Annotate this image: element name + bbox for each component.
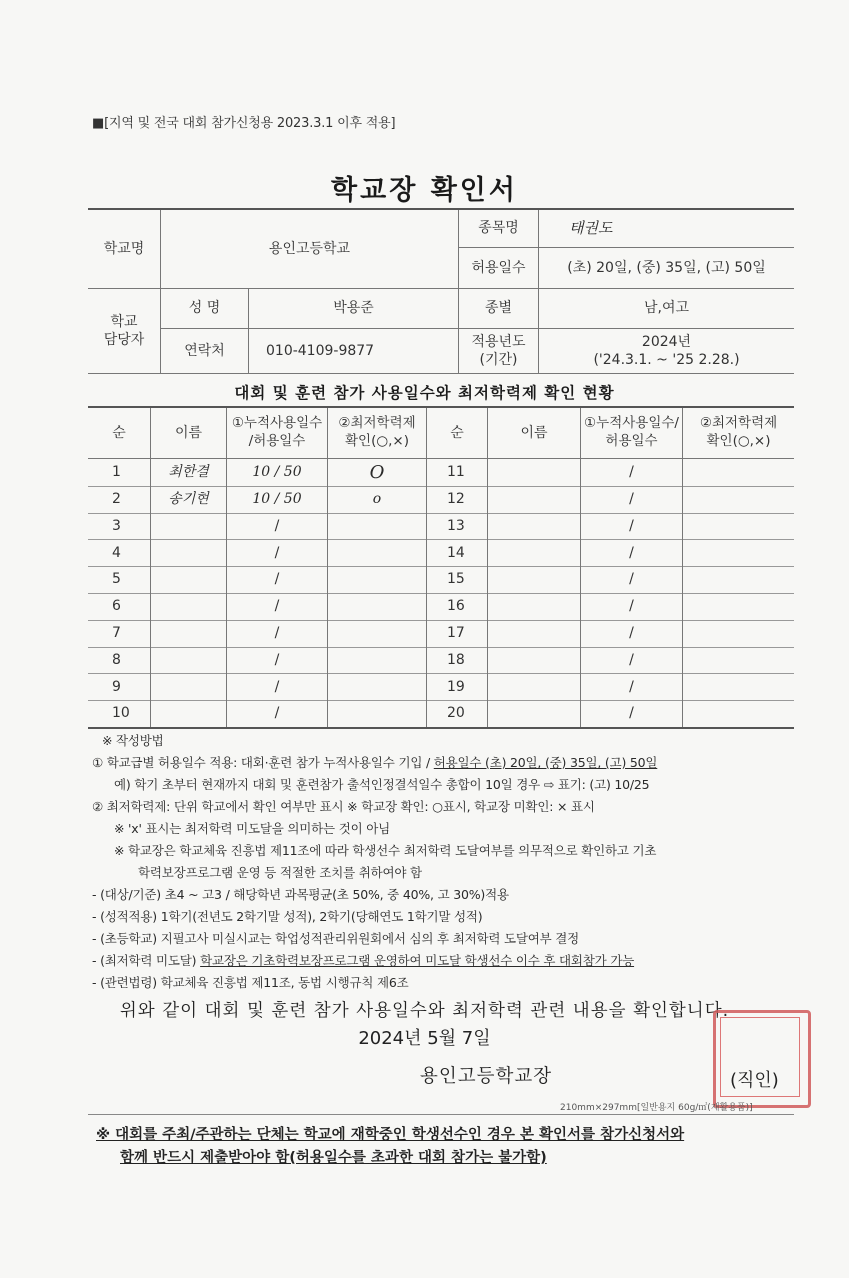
row-name	[151, 513, 226, 540]
row-academic	[328, 700, 426, 727]
row-academic	[683, 700, 794, 727]
row-name: 최한결	[168, 464, 209, 481]
row-number: 18	[447, 651, 465, 668]
row-name	[488, 673, 580, 700]
col-academic-left-line2: 확인(○,×)	[345, 433, 409, 449]
row-days: 10 / 50	[252, 464, 302, 481]
row-divider	[88, 700, 794, 701]
note-6: 학력보장프로그램 운영 등 적절한 조치를 취하여야 함	[138, 865, 422, 880]
row-name	[151, 566, 226, 593]
principal-name: 용인고등학교장	[420, 1066, 553, 1087]
row-name	[488, 700, 580, 727]
row-number: 15	[447, 571, 465, 588]
row-number: 8	[112, 651, 121, 668]
row-days: /	[629, 464, 634, 481]
row-number: 2	[112, 491, 121, 508]
note-10-b: 학교장은 기초학력보장프로그램 운영하여 미도달 학생선수 이수 후 대회참가 가능	[200, 953, 635, 968]
col-no-right: 순	[450, 424, 464, 441]
row-name	[488, 539, 580, 566]
sport-label: 종목명	[478, 220, 519, 237]
school-label: 학교명	[103, 240, 145, 257]
col-days-left	[227, 408, 327, 458]
col-academic-right-line2: 확인(○,×)	[706, 433, 771, 449]
row-number: 1	[112, 464, 121, 481]
contact-value: 010-4109-9877	[266, 342, 375, 359]
year-label	[459, 329, 538, 373]
row-name	[151, 593, 226, 620]
sport-value: 태권도	[569, 218, 613, 237]
row-divider	[88, 566, 794, 567]
row-days: /	[629, 625, 634, 642]
row-academic	[328, 673, 426, 700]
gender-label: 종별	[484, 300, 513, 317]
col-days-right-line2: 허용일수	[605, 433, 658, 449]
contact-label: 연락처	[184, 342, 225, 359]
note-heading: ※ 작성방법	[102, 733, 164, 748]
row-days: /	[274, 705, 280, 722]
row-name	[488, 566, 580, 593]
row-divider	[88, 539, 794, 540]
row-number: 20	[447, 705, 465, 722]
row-divider	[88, 513, 794, 514]
row-academic	[328, 513, 426, 540]
name-value: 박용준	[333, 300, 374, 317]
year-label-line2: (기간)	[479, 352, 518, 368]
col-name-right: 이름	[520, 424, 548, 441]
row-number: 5	[112, 571, 121, 588]
col-name-left: 이름	[174, 424, 203, 441]
row-divider	[88, 486, 794, 487]
row-number: 6	[112, 598, 121, 615]
row-days: /	[274, 678, 280, 695]
row-academic	[328, 566, 426, 593]
row-number: 9	[112, 678, 121, 695]
row-days: /	[274, 651, 280, 668]
allowed-days-value: (초) 20일, (중) 35일, (고) 50일	[567, 259, 766, 276]
row-name	[488, 647, 580, 674]
issue-date: 2024년 5월 7일	[358, 1028, 491, 1049]
row-divider	[88, 620, 794, 621]
row-academic	[683, 566, 794, 593]
col-academic-right	[683, 408, 794, 458]
row-name	[151, 700, 226, 727]
row-academic	[683, 620, 794, 647]
stamp-label: (직인)	[730, 1066, 779, 1092]
document-title: 학교장 확인서	[331, 175, 518, 206]
note-2: 예) 학기 초부터 현재까지 대회 및 훈련참가 출석인정결석일수 총합이 10일 경우 ⇨ 표기: (고) 10/25	[114, 777, 650, 792]
row-name	[151, 539, 226, 566]
row-name	[151, 673, 226, 700]
row-name	[488, 513, 580, 540]
row-name	[151, 647, 226, 674]
row-name	[488, 459, 580, 486]
row-name	[488, 486, 580, 513]
year-value-line1: 2024년	[641, 333, 692, 350]
row-number: 11	[447, 464, 465, 481]
row-academic	[683, 459, 794, 486]
row-days: /	[629, 491, 634, 508]
row-days: /	[274, 544, 280, 561]
row-days: /	[629, 571, 634, 588]
note-1-a: ① 학교급별 허용일수 적용: 대회·훈련 참가 누적사용일수 기입 /	[92, 755, 434, 770]
row-number: 12	[447, 491, 465, 508]
row-number: 19	[447, 678, 465, 695]
note-8: - (성적적용) 1학기(전년도 2학기말 성적), 2학기(당해연도 1학기말 성적)	[92, 909, 483, 924]
submission-note	[96, 1124, 684, 1170]
col-days-right-line1: ①누적사용일수/	[584, 415, 679, 432]
col-no-left: 순	[112, 424, 126, 441]
row-academic	[683, 673, 794, 700]
status-section-title: 대회 및 훈련 참가 사용일수와 최저학력제 확인 현황	[234, 384, 615, 402]
note-1-b: 허용일수 (초) 20일, (중) 35일, (고) 50일	[433, 755, 658, 770]
row-number: 17	[447, 625, 465, 642]
col-days-left-line1: ①누적사용일수	[231, 415, 323, 432]
confirmation-statement: 위와 같이 대회 및 훈련 참가 사용일수와 최저학력 관련 내용을 확인합니다.	[119, 1001, 730, 1021]
note-10	[92, 951, 634, 969]
note-9: - (초등학교) 지필고사 미실시교는 학업성적관리위원회에서 심의 후 최저학력 도달여부 결정	[92, 931, 580, 946]
row-name	[488, 593, 580, 620]
note-10-a: - (최저학력 미도달)	[92, 953, 201, 968]
col-days-right	[581, 408, 682, 458]
row-days: /	[274, 598, 280, 615]
row-number: 13	[447, 517, 465, 534]
row-academic	[683, 486, 794, 513]
row-number: 7	[112, 625, 121, 642]
col-days-left-line2: /허용일수	[248, 433, 306, 449]
col-academic-left	[328, 408, 426, 458]
row-divider	[88, 593, 794, 594]
row-name	[151, 620, 226, 647]
row-number: 16	[447, 598, 465, 615]
row-days: /	[274, 625, 280, 642]
row-divider	[88, 647, 794, 648]
row-academic	[683, 593, 794, 620]
row-number: 10	[112, 705, 130, 722]
col-academic-left-line1: ②최저학력제	[338, 415, 416, 432]
note-1	[92, 753, 657, 771]
note-11: - (관련법령) 학교체육 진흥법 제11조, 동법 시행규칙 제6조	[92, 975, 409, 990]
year-label-line1: 적용년도	[471, 333, 526, 350]
gender-value: 남,여고	[643, 300, 690, 317]
note-4: ※ 'x' 표시는 최저학력 미도달을 의미하는 것이 아님	[114, 821, 390, 836]
row-days: /	[274, 571, 280, 588]
note-7: - (대상/기준) 초4 ~ 고3 / 해당학년 과목평균(초 50%, 중 40%, 고 30%)적용	[92, 887, 509, 902]
staff-label-line1: 학교	[110, 313, 138, 330]
paper-spec: 210mm×297mm[일반용지 60g/㎡(재활용품)]	[560, 1103, 753, 1113]
row-days: /	[629, 705, 634, 722]
row-academic	[683, 539, 794, 566]
year-value	[539, 329, 794, 373]
row-academic	[683, 513, 794, 540]
row-days: /	[629, 517, 634, 534]
note-3: ② 최저학력제: 단위 학교에서 확인 여부만 표시 ※ 학교장 확인: ○표시, 학교장 미확인: × 표시	[92, 799, 595, 814]
staff-label-line2: 담당자	[103, 332, 145, 348]
row-name	[488, 620, 580, 647]
row-days: /	[274, 517, 280, 534]
row-academic	[328, 539, 426, 566]
row-days: 10 / 50	[252, 491, 302, 508]
name-label: 성 명	[188, 300, 221, 317]
allowed-days-label: 허용일수	[471, 259, 526, 276]
row-academic: o	[372, 491, 382, 508]
form-usage-tag: ■[지역 및 전국 대회 참가신청용 2023.3.1 이후 적용]	[92, 116, 396, 131]
submission-note-line2: 함께 반드시 제출받아야 함(허용일수를 초과한 대회 참가는 불가함)	[120, 1150, 547, 1167]
row-academic	[683, 647, 794, 674]
row-academic: O	[369, 461, 385, 483]
row-number: 14	[447, 544, 465, 561]
row-divider	[88, 673, 794, 674]
row-days: /	[629, 598, 634, 615]
row-number: 4	[112, 544, 121, 561]
col-academic-right-line1: ②최저학력제	[699, 415, 778, 432]
row-days: /	[629, 651, 634, 668]
row-academic	[328, 593, 426, 620]
year-value-line2: ('24.3.1. ~ '25 2.28.)	[593, 352, 740, 368]
row-academic	[328, 647, 426, 674]
row-academic	[328, 620, 426, 647]
staff-label	[88, 289, 160, 373]
row-number: 3	[112, 517, 121, 534]
school-value: 용인고등학교	[268, 240, 351, 257]
submission-note-line1: ※ 대회를 주최/주관하는 단체는 학교에 재학중인 학생선수인 경우 본 확인서를 참가신청서와	[96, 1127, 685, 1143]
row-days: /	[629, 544, 634, 561]
row-days: /	[629, 678, 634, 695]
note-5: ※ 학교장은 학교체육 진흥법 제11조에 따라 학생선수 최저학력 도달여부를 의무적으로 확인하고 기초	[114, 843, 657, 858]
row-name: 송기현	[168, 491, 209, 508]
